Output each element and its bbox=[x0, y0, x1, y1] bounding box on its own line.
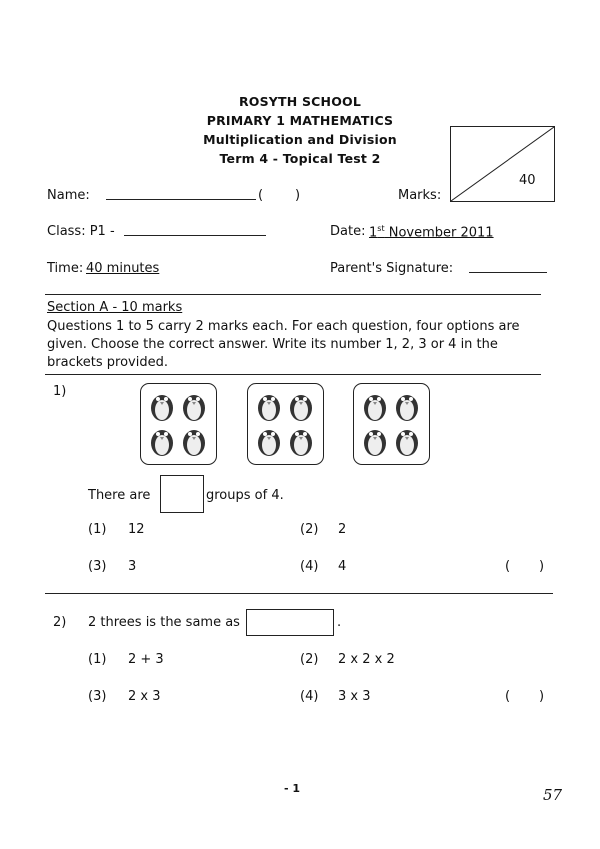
q2-option-2-text[interactable]: 2 x 2 x 2 bbox=[338, 652, 395, 667]
marks-box-diagonal bbox=[451, 127, 554, 201]
name-label: Name: bbox=[47, 188, 90, 203]
name-bracket-close: ) bbox=[295, 188, 301, 203]
q1-option-2-text[interactable]: 2 bbox=[338, 522, 347, 537]
date-value: 1st November 2011 bbox=[369, 224, 494, 241]
q1-sentence-after: groups of 4. bbox=[206, 488, 284, 503]
section-a-divider bbox=[45, 374, 541, 375]
q2-option-4-num: (4) bbox=[300, 689, 319, 704]
header-divider bbox=[45, 294, 541, 295]
q1-answer-bracket[interactable]: ( ) bbox=[505, 559, 545, 574]
penguin-icon bbox=[286, 390, 316, 422]
section-a-instructions-3: brackets provided. bbox=[47, 355, 168, 370]
section-a-instructions-2: given. Choose the correct answer. Write its number 1, 2, 3 or 4 in the bbox=[47, 337, 498, 352]
penguin-icon bbox=[360, 390, 390, 422]
penguin-group-2 bbox=[247, 383, 324, 465]
penguin-icon bbox=[254, 390, 284, 422]
q2-option-2-num: (2) bbox=[300, 652, 319, 667]
section-a-title: Section A - 10 marks bbox=[47, 300, 183, 315]
q2-sentence-before: 2 threes is the same as bbox=[88, 615, 240, 630]
q1-sentence-before: There are bbox=[88, 488, 151, 503]
q2-number: 2) bbox=[53, 615, 67, 630]
total-marks: 40 bbox=[519, 173, 536, 188]
page-number: - 1 bbox=[284, 782, 301, 795]
q1-number: 1) bbox=[53, 384, 67, 399]
time-value: 40 minutes bbox=[86, 261, 160, 276]
penguin-icon bbox=[254, 425, 284, 457]
penguin-group-3 bbox=[353, 383, 430, 465]
time-label: Time: bbox=[47, 261, 84, 276]
penguin-icon bbox=[392, 390, 422, 422]
penguin-icon bbox=[179, 425, 209, 457]
page-code: 57 bbox=[543, 786, 563, 804]
class-label: Class: P1 - bbox=[47, 224, 115, 239]
q1-option-3-num: (3) bbox=[88, 559, 107, 574]
school-name: ROSYTH SCHOOL bbox=[238, 94, 362, 109]
topic-title: Multiplication and Division bbox=[203, 132, 397, 147]
q2-sentence-after: . bbox=[337, 615, 342, 630]
penguin-icon bbox=[179, 390, 209, 422]
q1-divider bbox=[45, 593, 553, 594]
q1-answer-box[interactable] bbox=[160, 475, 204, 513]
q1-option-1-text[interactable]: 12 bbox=[128, 522, 145, 537]
q2-option-3-num: (3) bbox=[88, 689, 107, 704]
subject-title: PRIMARY 1 MATHEMATICS bbox=[206, 113, 394, 128]
q2-answer-bracket[interactable]: ( ) bbox=[505, 689, 545, 704]
penguin-icon bbox=[286, 425, 316, 457]
name-bracket-open: ( bbox=[258, 188, 264, 203]
q1-option-4-text[interactable]: 4 bbox=[338, 559, 347, 574]
q2-option-4-text[interactable]: 3 x 3 bbox=[338, 689, 371, 704]
penguin-icon bbox=[360, 425, 390, 457]
date-label: Date: bbox=[330, 224, 366, 239]
q2-option-3-text[interactable]: 2 x 3 bbox=[128, 689, 161, 704]
penguin-icon bbox=[147, 425, 177, 457]
q2-answer-box[interactable] bbox=[246, 609, 334, 636]
q1-option-3-text[interactable]: 3 bbox=[128, 559, 137, 574]
class-line[interactable] bbox=[124, 235, 266, 236]
test-title: Term 4 - Topical Test 2 bbox=[219, 151, 381, 166]
q1-option-1-num: (1) bbox=[88, 522, 107, 537]
q2-option-1-num: (1) bbox=[88, 652, 107, 667]
q1-option-4-num: (4) bbox=[300, 559, 319, 574]
penguin-group-1 bbox=[140, 383, 217, 465]
name-line[interactable] bbox=[106, 199, 256, 200]
marks-box bbox=[450, 126, 555, 202]
q1-option-2-num: (2) bbox=[300, 522, 319, 537]
section-a-instructions-1: Questions 1 to 5 carry 2 marks each. For each question, four options are bbox=[47, 319, 520, 334]
parent-signature-line[interactable] bbox=[469, 272, 547, 273]
q2-option-1-text[interactable]: 2 + 3 bbox=[128, 652, 164, 667]
penguin-icon bbox=[392, 425, 422, 457]
marks-label: Marks: bbox=[398, 188, 442, 203]
parent-signature-label: Parent's Signature: bbox=[330, 261, 454, 276]
penguin-icon bbox=[147, 390, 177, 422]
